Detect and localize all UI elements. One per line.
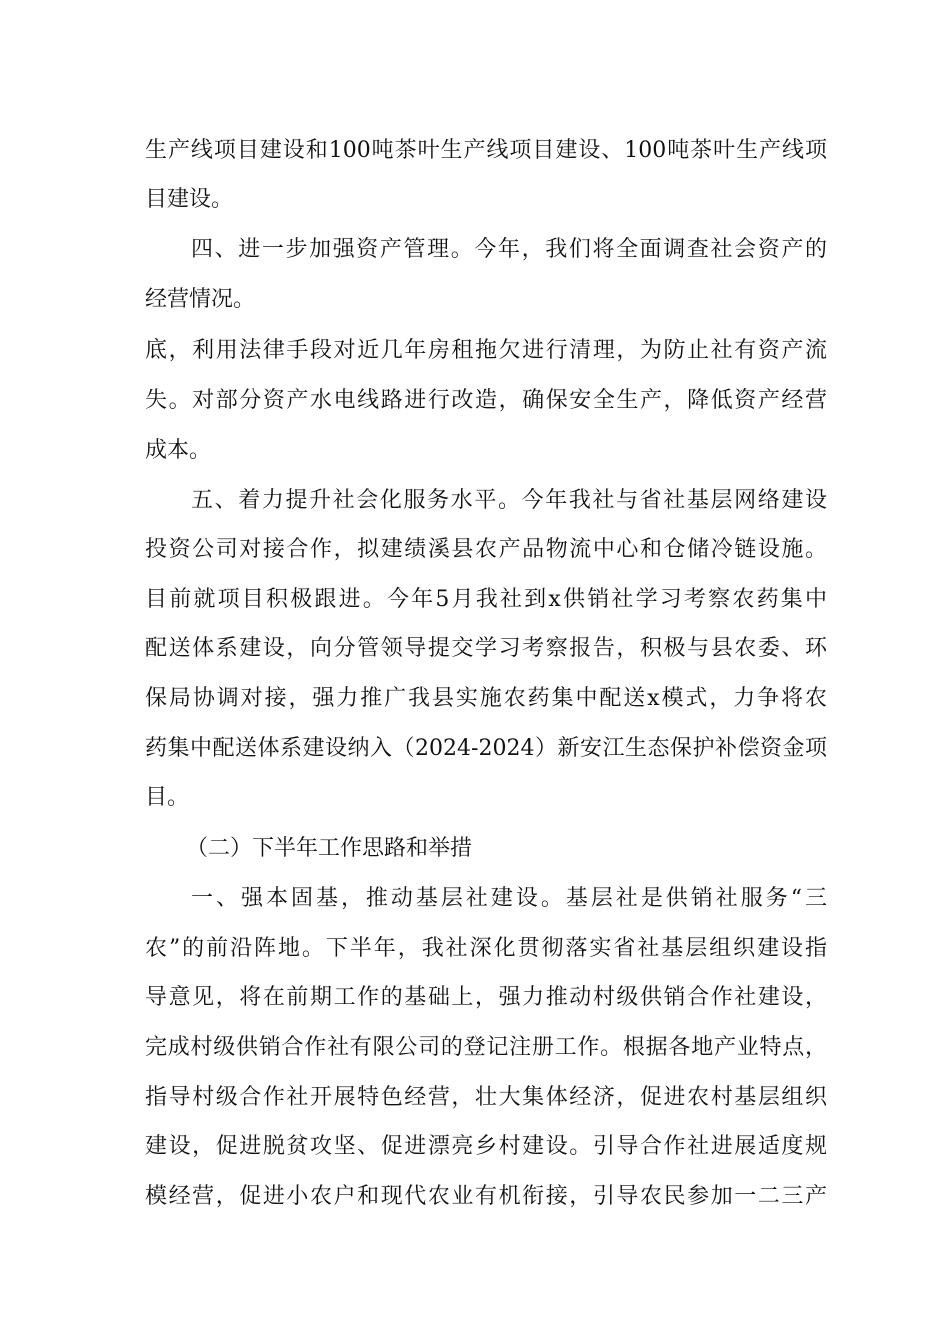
text-line: 完成村级供销合作社有限公司的登记注册工作。根据各地产业特点， — [145, 1035, 827, 1060]
text-line: 目。 — [145, 785, 190, 810]
text-line: 指导村级合作社开展特色经营，壮大集体经济，促进农村基层组织 — [145, 1085, 827, 1110]
text-line: 失。对部分资产水电线路进行改造，确保安全生产，降低资产经营 — [145, 388, 827, 413]
text-line: 建设，促进脱贫攻坚、促进漂亮乡村建设。引导合作社进展适度规 — [145, 1134, 827, 1159]
text-line: 生产线项目建设和100吨茶叶生产线项目建设、100吨茶叶生产线项 — [145, 138, 827, 163]
text-line: 模经营，促进小农户和现代农业有机衔接，引导农民参加一二三产 — [145, 1184, 827, 1209]
text-line: 配送体系建设，向分管领导提交学习考察报告，积极与县农委、环 — [145, 636, 827, 661]
text-line: 经营情况。 — [145, 287, 256, 312]
text-line: 底，利用法律手段对近几年房租拖欠进行清理，为防止社有资产流 — [145, 338, 827, 363]
text-line: 五、着力提升社会化服务水平。今年我社与省社基层网络建设 — [191, 488, 827, 513]
text-line: 目前就项目积极跟进。今年5月我社到x供销社学习考察农药集中 — [145, 587, 827, 612]
text-line: 四、进一步加强资产管理。今年，我们将全面调查社会资产的 — [191, 237, 827, 262]
text-line: 成本。 — [145, 438, 212, 463]
text-line: 药集中配送体系建设纳入（2024-2024）新安江生态保护补偿资金项 — [145, 736, 827, 761]
text-line: 目建设。 — [145, 187, 234, 212]
text-line: （二）下半年工作思路和举措 — [186, 836, 473, 861]
text-line: 投资公司对接合作，拟建绩溪县农产品物流中心和仓储冷链设施。 — [145, 537, 827, 562]
text-line: 保局协调对接，强力推广我县实施农药集中配送x模式，力争将农 — [145, 686, 827, 711]
text-line: 导意见，将在前期工作的基础上，强力推动村级供销合作社建设， — [145, 985, 827, 1010]
text-line: 一、强本固基，推动基层社建设。基层社是供销社服务“三 — [191, 886, 827, 911]
text-line: 农”的前沿阵地。下半年，我社深化贯彻落实省社基层组织建设指 — [145, 936, 827, 961]
